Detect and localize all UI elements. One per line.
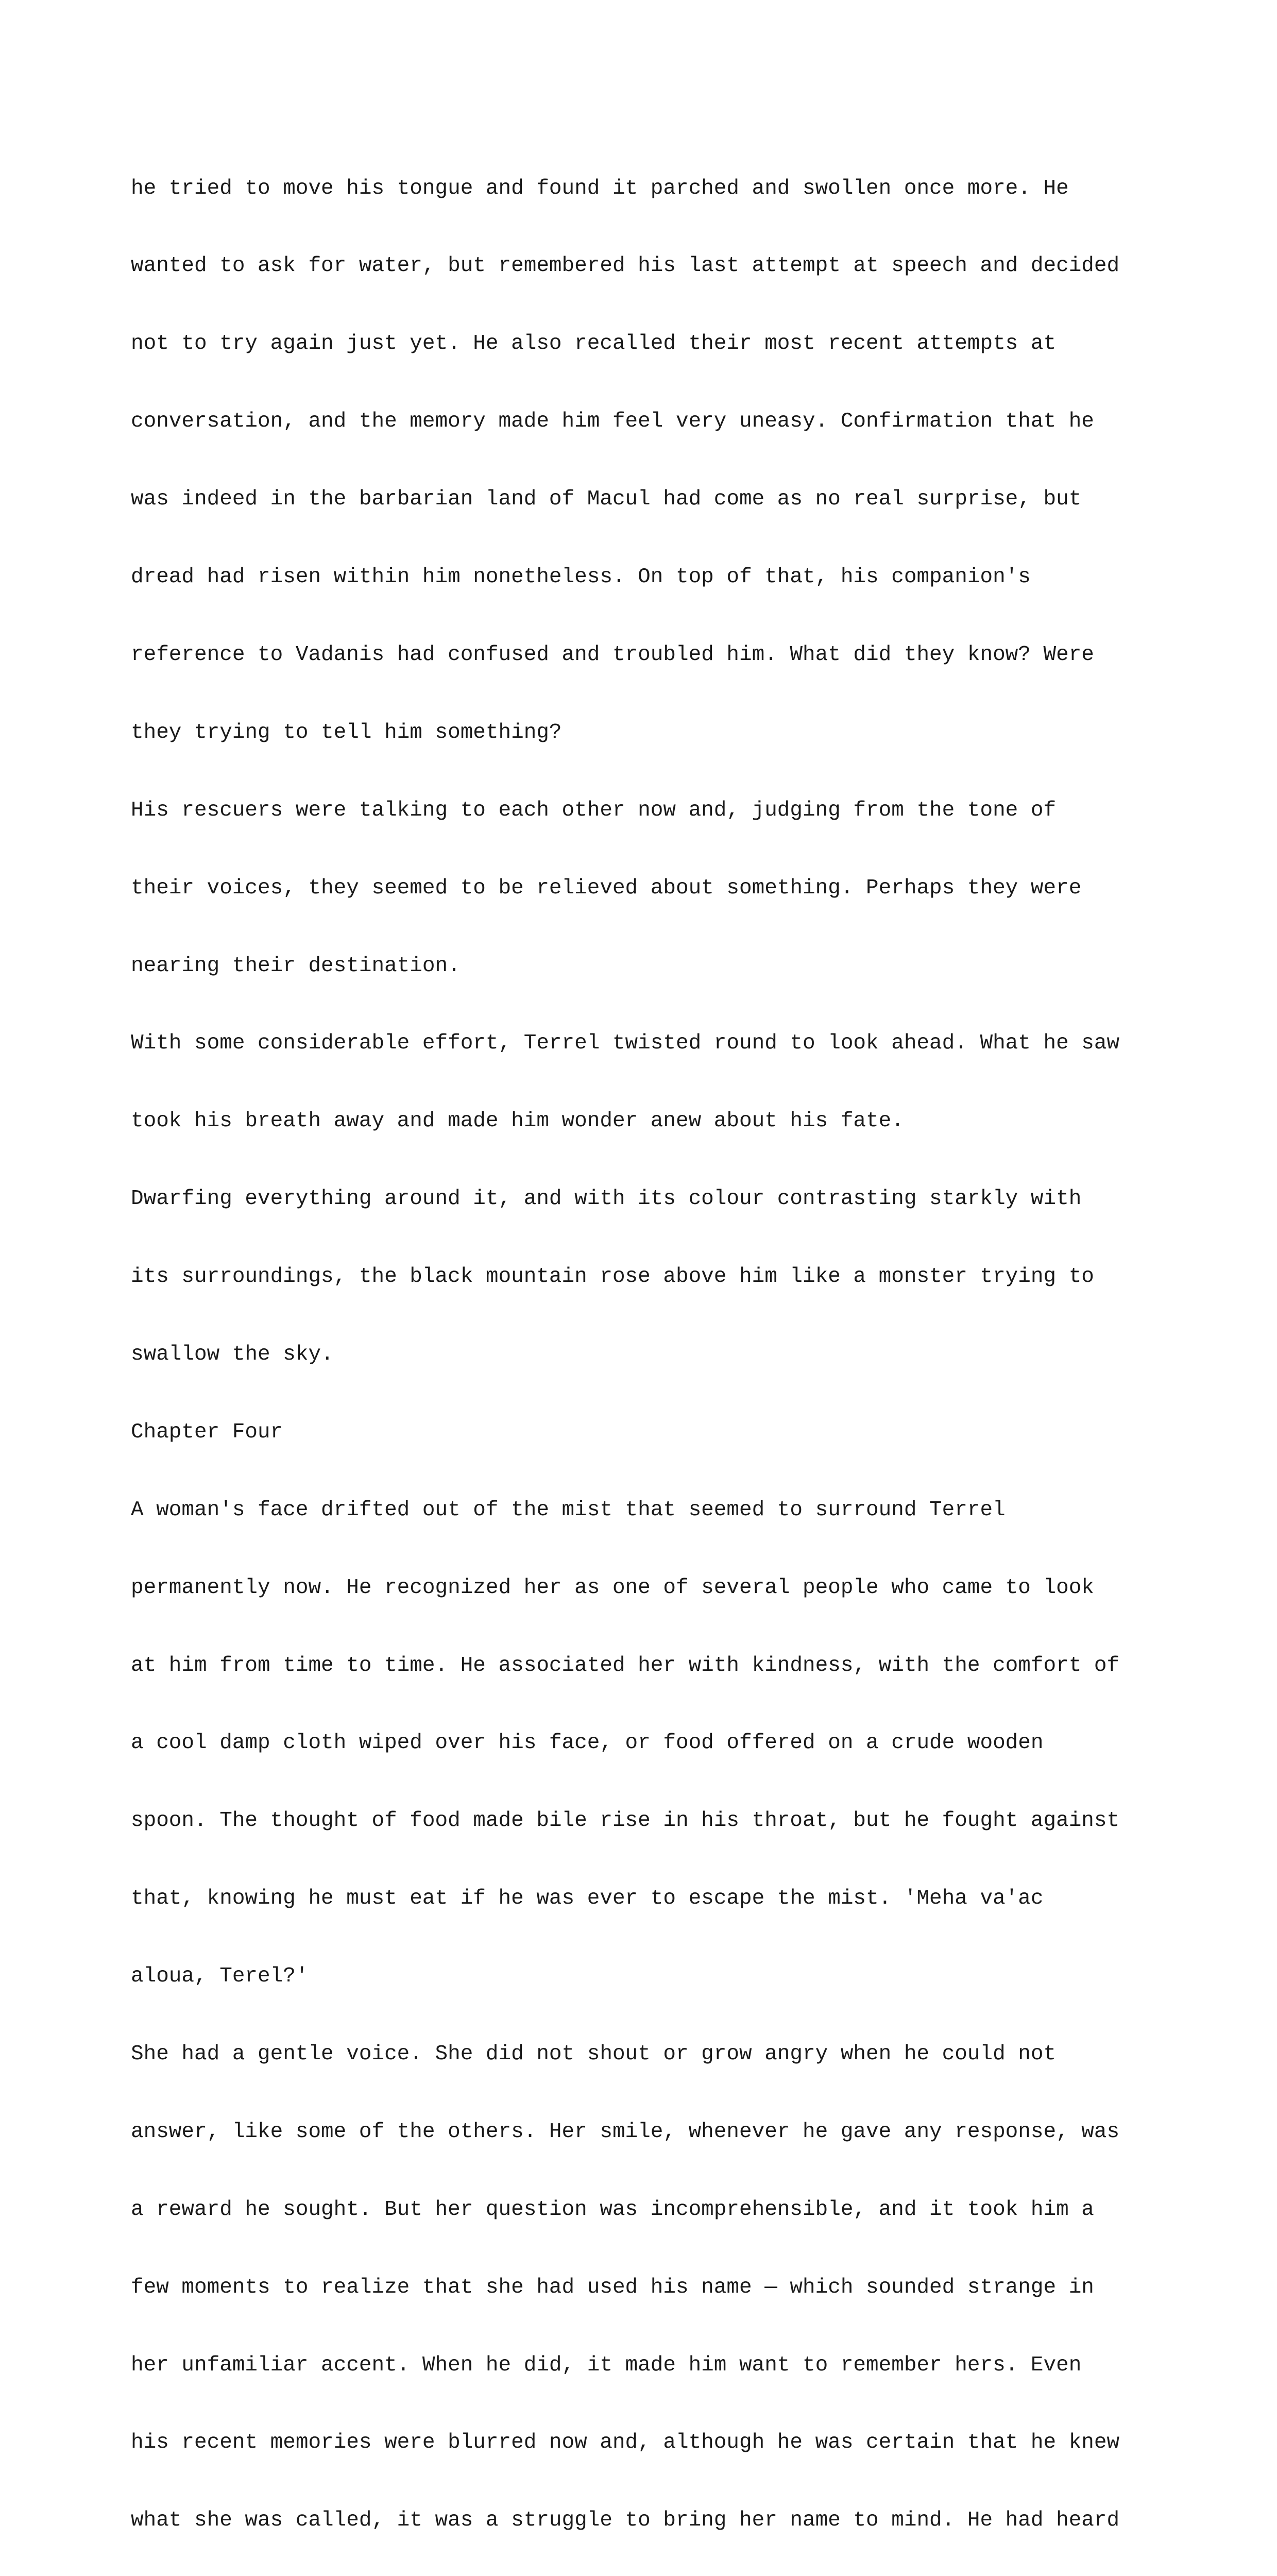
body-text xyxy=(131,124,1161,2576)
text-line: She had a gentle voice. She did not shout or grow angry when he could not xyxy=(131,2042,1057,2066)
text-line: was indeed in the barbarian land of Macul had come as no real surprise, but xyxy=(131,487,1082,512)
chapter-heading: Chapter Four xyxy=(131,1420,283,1444)
text-line: at him from time to time. He associated her with kindness, with the comfort of xyxy=(131,1653,1120,1677)
text-line: his recent memories were blurred now and, although he was certain that he knew xyxy=(131,2431,1120,2455)
text-line: conversation, and the memory made him feel very uneasy. Confirmation that he xyxy=(131,410,1094,434)
text-line: took his breath away and made him wonder anew about his fate. xyxy=(131,1109,904,1133)
text-line: a cool damp cloth wiped over his face, or food offered on a crude wooden xyxy=(131,1731,1044,1755)
text-line: permanently now. He recognized her as one of several people who came to look xyxy=(131,1575,1094,1600)
text-line: His rescuers were talking to each other now and, judging from the tone of xyxy=(131,798,1057,822)
text-line: its surroundings, the black mountain rose above him like a monster trying to xyxy=(131,1265,1094,1289)
text-line: reference to Vadanis had confused and troubled him. What did they know? Were xyxy=(131,642,1094,667)
text-line: dread had risen within him nonetheless. On top of that, his companion's xyxy=(131,565,1031,589)
text-line: what she was called, it was a struggle to bring her name to mind. He had heard xyxy=(131,2509,1120,2533)
text-line: he tried to move his tongue and found it parched and swollen once more. He xyxy=(131,176,1069,200)
text-line: swallow the sky. xyxy=(131,1342,334,1366)
text-line: wanted to ask for water, but remembered his last attempt at speech and decided xyxy=(131,254,1120,278)
text-line: Dwarfing everything around it, and with its colour contrasting starkly with xyxy=(131,1187,1082,1211)
text-line: that, knowing he must eat if he was ever to escape the mist. 'Meha va'ac xyxy=(131,1887,1044,1911)
text-line: With some considerable effort, Terrel twisted round to look ahead. What he saw xyxy=(131,1031,1120,1056)
text-line: nearing their destination. xyxy=(131,954,461,978)
text-line: spoon. The thought of food made bile rise in his throat, but he fought against xyxy=(131,1809,1120,1833)
text-line: aloua, Terel?' xyxy=(131,1964,309,1989)
text-line: her unfamiliar accent. When he did, it made him want to remember hers. Even xyxy=(131,2353,1082,2377)
text-line: A woman's face drifted out of the mist that seemed to surround Terrel xyxy=(131,1498,1006,1522)
text-line: few moments to realize that she had used his name — which sounded strange in xyxy=(131,2275,1094,2299)
text-line: they trying to tell him something? xyxy=(131,720,562,744)
text-line: not to try again just yet. He also recalled their most recent attempts at xyxy=(131,332,1057,356)
text-line: their voices, they seemed to be relieved about something. Perhaps they were xyxy=(131,876,1082,900)
text-line: answer, like some of the others. Her smile, whenever he gave any response, was xyxy=(131,2120,1120,2144)
text-line: a reward he sought. But her question was incomprehensible, and it took him a xyxy=(131,2197,1094,2222)
